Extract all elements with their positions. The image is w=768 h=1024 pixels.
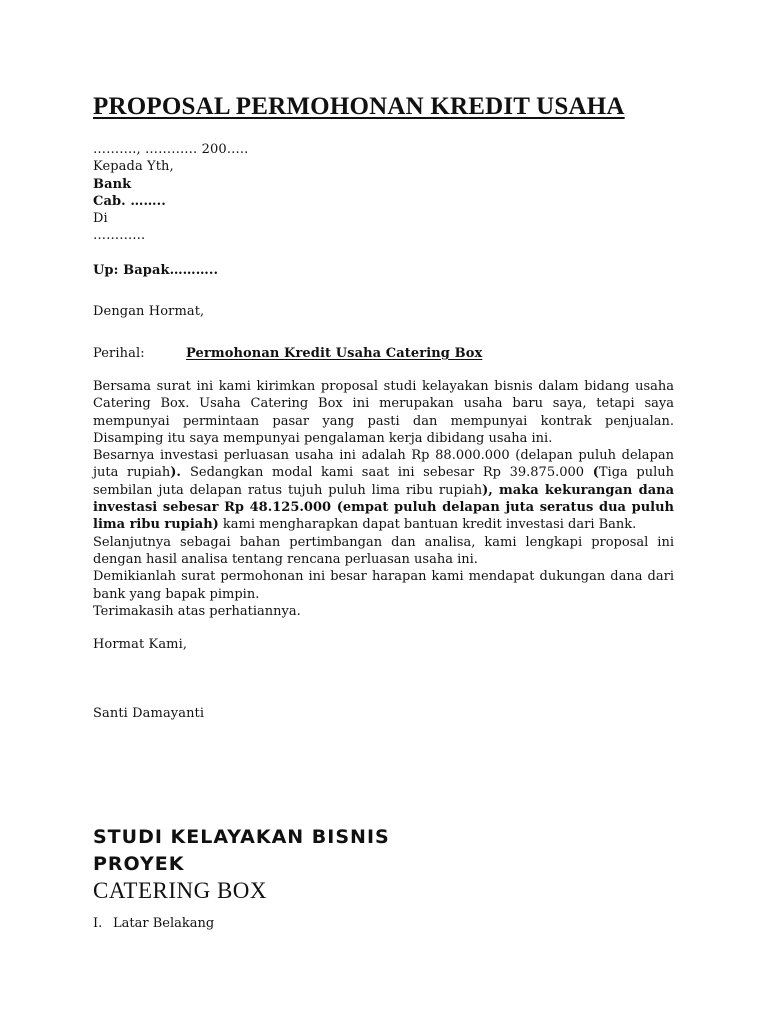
greeting: Dengan Hormat, [93,304,205,319]
recipient-place: ………… [93,228,146,244]
section-number: I. [93,916,103,931]
subject-value: Permohonan Kredit Usaha Catering Box [186,346,483,361]
recipient-di: Di [93,211,108,227]
letter-body [93,378,674,620]
body-paragraph-3: Selanjutnya sebagai bahan pertimbangan dan analisa, kami lengkapi proposal ini dengan hasil analisa tentang rencana perluasan usaha ini. [93,534,674,567]
subject-label: Perihal: [93,346,145,361]
capital-words-text: Tiga puluh sembilan juta delapan ratus tujuh puluh lima ribu rupiah [93,465,675,498]
study-heading-line2: PROYEK [93,853,185,875]
recipient-bank: Bank [93,176,132,192]
body-paragraph-5: Terimakasih atas perhatiannya. [93,603,301,619]
capital-amount-text: Sedangkan modal kami saat ini sebesar Rp 39.875.000 [189,465,593,481]
study-heading-line1: STUDI KELAYAKAN BISNIS [93,826,390,848]
body-paragraph-4: Demikianlah surat permohonan ini besar harapan kami mendapat dukungan dana dari bank yang bapak pimpin. [93,569,674,602]
closing: Hormat Kami, [93,637,188,652]
body-paragraph-2 [93,447,674,533]
date-line: ………., ………… 200….. [93,142,249,157]
section-title: Latar Belakang [113,916,215,931]
recipient-to: Kepada Yth, [93,159,174,175]
recipient-branch: Cab. …….. [93,193,166,209]
investment-close-paren: ). [170,465,190,481]
shortfall-amount-text: ), maka kekurangan dana investasi sebesar Rp 48.125.000 (empat puluh delapan juta seratus dua puluh lima ribu rupiah) [93,482,674,533]
credit-request-text: kami mengharapkan dapat bantuan kredit investasi dari Bank. [218,517,637,533]
signatory-name: Santi Damayanti [93,706,205,721]
investment-amount-text: Besarnya investasi perluasan usaha ini adalah Rp 88.000.000 (delapan puluh delapan juta rupiah [93,448,674,481]
project-name: CATERING BOX [93,878,268,903]
body-paragraph-1: Bersama surat ini kami kirimkan proposal studi kelayakan bisnis dalam bidang usaha Catering Box. Usaha Catering Box ini merupakan usaha baru saya, tetapi saya mempunyai permintaan pasar yang pasti dan mempunyai kontrak penjualan. Disamping itu saya mempunyai pengalaman kerja dibidang usaha ini. [93,379,674,446]
letter-header [93,141,674,245]
document-title: PROPOSAL PERMOHONAN KREDIT USAHA [93,93,625,120]
capital-open-paren: ( [592,465,599,481]
section-heading [93,916,214,931]
attention-line: Up: Bapak……….. [93,263,219,278]
